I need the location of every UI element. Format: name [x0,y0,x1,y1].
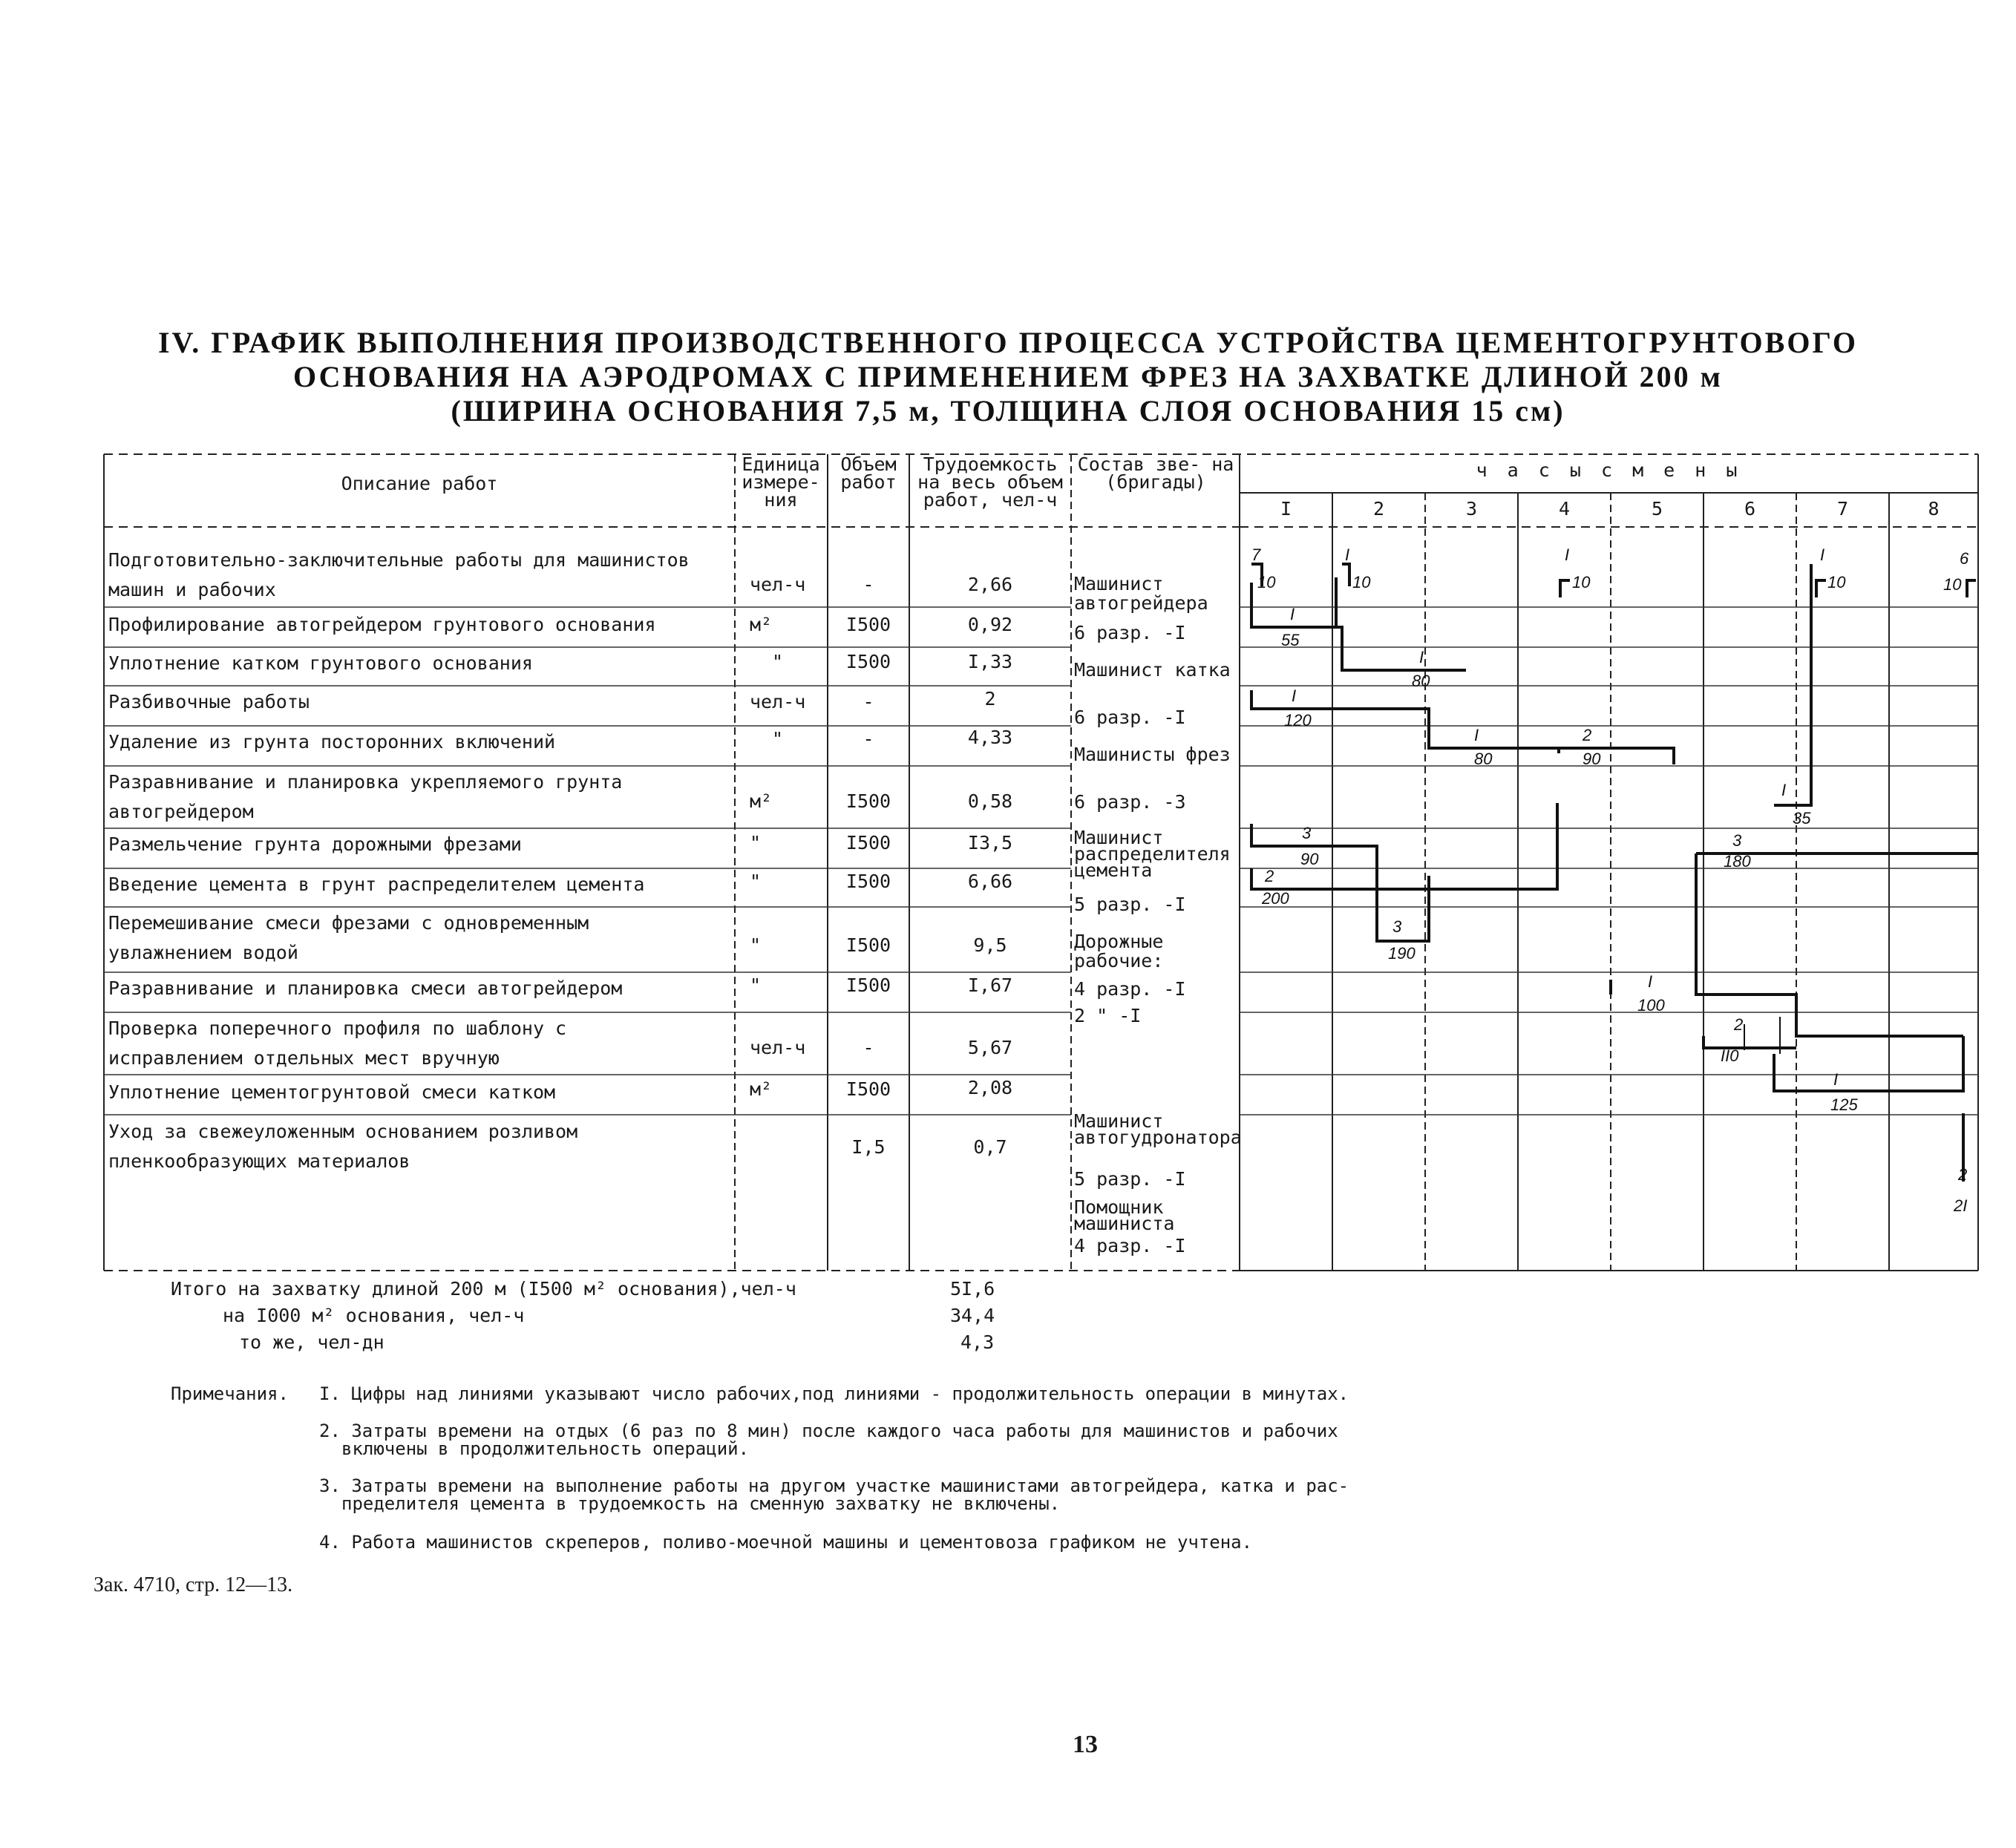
gantt-label: I [1290,605,1295,623]
gantt-label: 2 [1734,1015,1744,1034]
row-unit: " [750,871,762,892]
note-3b: пределителя цемента в трудоемкость на сменную захватку не включены. [341,1493,1061,1514]
row-volume: I500 [845,614,891,635]
row-labor: 0,58 [967,790,1013,812]
row-volume: I500 [845,1078,891,1100]
row-labor: 2,66 [967,574,1013,595]
gantt-label: 90 [1300,850,1319,868]
crew-grader-rank: 6 разр. -I [1074,622,1186,643]
crew-sprayer-rank: 5 разр. -I [1074,1168,1186,1190]
row-desc: Разравнивание и планировка укрепляемого грунта автогрейдером [108,771,623,822]
row-volume: I500 [845,871,891,892]
gantt-label: 2I [1954,1196,1968,1215]
row-desc: Введение цемента в грунт распределителем цемента [108,874,645,895]
row-desc: Проверка поперечного профиля по шаблону с исправлением отдельных мест вручную [108,1018,567,1069]
row-labor: 2,08 [967,1077,1013,1098]
row-labor: I3,5 [967,832,1013,853]
crew-roller-rank: 6 разр. -I [1074,707,1186,728]
footer-order: Зак. 4710, стр. 12—13. [94,1573,293,1596]
row-desc: Разравнивание и планировка смеси автогрейдером [108,977,623,999]
crew-spreader: Машинист распределителя цемента [1074,827,1231,881]
crew-spreader-rank: 5 разр. -I [1074,894,1186,915]
notes-label: Примечания. [171,1383,289,1404]
gantt-label: I [1833,1070,1839,1089]
row-desc: Профилирование автогрейдером грунтового основания [108,614,656,635]
hour-col-8: 8 [1928,498,1940,520]
row-volume: - [863,1037,874,1058]
gantt-label: 10 [1352,573,1371,592]
row-labor: 0,7 [973,1136,1007,1158]
row-volume: I500 [845,832,891,853]
gantt-label: I [1648,972,1653,991]
gantt-label: I [1419,648,1424,666]
gantt-label: 180 [1724,852,1751,871]
crew-sprayer: Машинист автогудронатора [1074,1110,1242,1148]
row-unit: " [750,934,762,956]
gantt-label: 125 [1830,1095,1858,1114]
row-desc: Уход за свежеуложенным основанием розливом пленкообразующих материалов [108,1121,578,1172]
row-unit: чел-ч [750,574,806,595]
gantt-label: 55 [1281,631,1300,649]
row-volume: - [863,574,874,595]
header-desc: Описание работ [341,473,498,494]
gantt-label: I [1565,545,1570,564]
gantt-label: I [1781,781,1787,799]
gantt-label: 90 [1583,750,1601,768]
gantt-label: 6 [1960,549,1969,568]
gantt-label: 3 [1392,917,1402,936]
gantt-label: 10 [1827,573,1846,592]
total-value-1: 5I,6 [950,1278,995,1300]
row-unit: м² [750,790,773,812]
header-hours: ч а с ы с м е н ы [1476,459,1742,481]
gantt-label: 35 [1793,809,1811,828]
header-crew: Состав зве- на (бригады) [1077,453,1234,493]
row-desc: Удаление из грунта посторонних включений [108,731,556,753]
note-2a: 2. Затраты времени на отдых (6 раз по 8 мин) после каждого часа работы для машинистов и рабочих [319,1421,1338,1441]
gantt-label: 3 [1732,831,1742,850]
row-labor: I,67 [967,974,1013,996]
row-labor: 9,5 [973,934,1007,956]
row-unit: м² [750,614,773,635]
row-volume: I500 [845,934,891,956]
note-1: I. Цифры над линиями указывают число рабочих,под линиями - продолжительность операции в минутах. [319,1383,1349,1404]
title-line-3: (ШИРИНА ОСНОВАНИЯ 7,5 м, ТОЛЩИНА СЛОЯ ОСНОВАНИЯ 15 см) [451,394,1565,427]
header-labor: Трудоемкость на весь объем работ, чел-ч [917,453,1063,511]
crew-assistant: Помощник машиниста [1074,1196,1175,1234]
row-unit: чел-ч [750,691,806,712]
row-unit: " [750,974,762,996]
crew-workers-rank-2: 2 " -I [1074,1005,1142,1026]
note-3a: 3. Затраты времени на выполнение работы на другом участке машинистами автогрейдера, катка и рас- [319,1475,1349,1496]
row-unit: " [750,832,762,853]
crew-grader: Машинист автогрейдера [1074,573,1208,614]
hour-col-3: 3 [1465,498,1478,520]
gantt-label: 2 [1583,726,1592,744]
gantt-label: 190 [1388,944,1416,963]
gantt-label: 2 [1958,1165,1968,1184]
row-volume: I,5 [851,1136,886,1158]
row-labor: I,33 [967,651,1013,672]
crew-assistant-rank: 4 разр. -I [1074,1235,1186,1256]
row-desc: Размельчение грунта дорожными фрезами [108,833,522,855]
hour-col-7: 7 [1836,498,1849,520]
total-label-3: то же, чел-дн [239,1331,384,1353]
gantt-label: 10 [1257,573,1276,592]
gantt-label: I [1820,545,1825,564]
row-labor: 4,33 [967,727,1013,748]
gantt-label: 2 [1265,867,1274,885]
hour-col-2: 2 [1372,498,1385,520]
hour-col-6: 6 [1744,498,1756,520]
gantt-label: 10 [1943,575,1962,594]
gantt-label: I [1292,687,1297,705]
gantt-label: 120 [1284,711,1312,730]
row-volume: I500 [845,790,891,812]
gantt-label: 7 [1251,545,1261,564]
row-labor: 0,92 [967,614,1013,635]
gantt-label: 200 [1262,889,1289,908]
row-volume: I500 [845,974,891,996]
hour-col-4: 4 [1558,498,1571,520]
row-desc: Перемешивание смеси фрезами с одновременным увлажнением водой [108,912,589,963]
page-number: 13 [1073,1731,1098,1758]
crew-workers: Дорожные рабочие: [1074,931,1164,971]
row-desc: Разбивочные работы [108,691,310,712]
row-labor: 6,66 [967,871,1013,892]
row-desc: Уплотнение катком грунтового основания [108,652,533,674]
note-2b: включены в продолжительность операций. [341,1438,750,1459]
total-value-3: 4,3 [960,1331,995,1353]
gantt-label: 80 [1474,750,1493,768]
gantt-label: I [1474,726,1479,744]
header-volume: Объем работ [840,453,897,493]
crew-roller: Машинист катка [1074,659,1231,681]
row-volume: - [863,728,874,750]
gantt-label: I [1345,545,1350,564]
row-volume: I500 [845,651,891,672]
hour-col-5: 5 [1651,498,1663,520]
row-desc: Подготовительно-заключительные работы для машинистов машин и рабочих [108,549,690,600]
total-label-2: на I000 м² основания, чел-ч [223,1305,525,1326]
title-line-2: ОСНОВАНИЯ НА АЭРОДРОМАХ С ПРИМЕНЕНИЕМ ФРЕЗ НА ЗАХВАТКЕ ДЛИНОЙ 200 м [293,360,1723,393]
gantt-label: 3 [1302,824,1312,842]
gantt-label: 100 [1637,996,1665,1015]
title-line-1: IV. ГРАФИК ВЫПОЛНЕНИЯ ПРОИЗВОДСТВЕННОГО ПРОЦЕССА УСТРОЙСТВА ЦЕМЕНТОГРУНТОВОГО [157,326,1859,359]
total-label-1: Итого на захватку длиной 200 м (I500 м² основания),чел-ч [171,1278,796,1300]
row-unit: м² [750,1078,773,1100]
crew-workers-rank-4: 4 разр. -I [1074,978,1186,1000]
hour-col-1: I [1280,498,1292,520]
crew-mills: Машинисты фрез [1074,744,1231,765]
header-unit: Единица измере- ния [742,453,820,511]
row-unit: " [772,651,784,672]
row-volume: - [863,691,874,712]
row-unit: чел-ч [750,1037,806,1058]
row-unit: " [772,728,784,750]
crew-mills-rank: 6 разр. -3 [1074,791,1186,813]
row-labor: 5,67 [967,1037,1013,1058]
gantt-label: 80 [1412,672,1430,690]
row-labor: 2 [984,688,996,710]
row-desc: Уплотнение цементогрунтовой смеси катком [108,1081,556,1103]
gantt-label: 10 [1572,573,1591,592]
note-4: 4. Работа машинистов скреперов, поливо-моечной машины и цементовоза графиком не учтена. [319,1532,1253,1553]
gantt-label: II0 [1721,1046,1739,1065]
total-value-2: 34,4 [950,1305,995,1326]
gantt-bars [1251,564,1978,1182]
